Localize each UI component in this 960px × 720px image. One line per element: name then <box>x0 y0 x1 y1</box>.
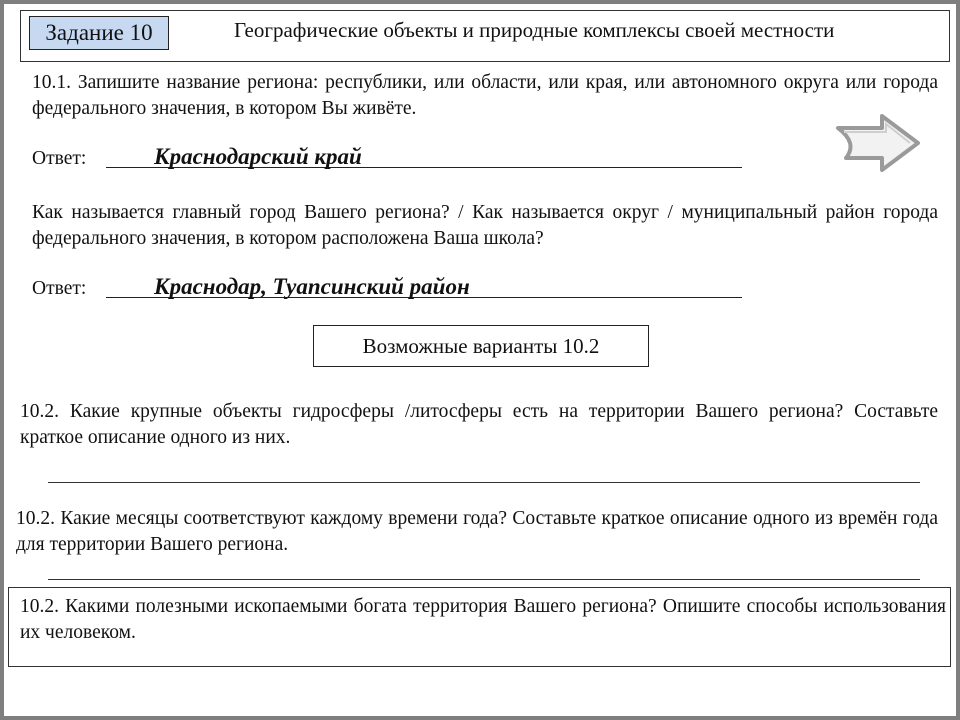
header-title: Географические объекты и природные комплексы своей местности <box>234 18 835 42</box>
variants-label: Возможные варианты 10.2 <box>313 325 649 367</box>
answer-row-2 <box>32 276 752 304</box>
question-10-1-city: Как называется главный город Вашего региона? / Как называется округ / муниципальный район города федерального значения, в котором расположена Ваша школа? <box>32 202 938 249</box>
slide <box>4 4 956 716</box>
answer-value-city: Краснодар, Туапсинский район <box>154 274 470 299</box>
answer-label: Ответ: <box>32 148 87 169</box>
variant-10-2-minerals: 10.2. Какими полезными ископаемыми богата территория Вашего региона? Опишите способы использования их человеком. <box>20 596 946 643</box>
divider-line <box>48 579 920 580</box>
answer-label: Ответ: <box>32 278 87 299</box>
arrow-right-icon[interactable] <box>832 112 924 174</box>
variant-10-2-seasons: 10.2. Какие месяцы соответствуют каждому времени года? Составьте краткое описание одного из времён года для территории Вашего региона. <box>16 508 938 555</box>
question-10-1: 10.1. Запишите название региона: республики, или области, или края, или автономного округа или города федерального значения, в котором Вы живёте. <box>32 72 938 119</box>
answer-row-1 <box>32 146 752 174</box>
variant-10-2-hydrosphere: 10.2. Какие крупные объекты гидросферы /литосферы есть на территории Вашего региона? Составьте краткое описание одного из них. <box>20 401 938 448</box>
task-badge: Задание 10 <box>29 16 169 50</box>
divider-line <box>48 482 920 483</box>
answer-value-region: Краснодарский край <box>154 144 362 169</box>
